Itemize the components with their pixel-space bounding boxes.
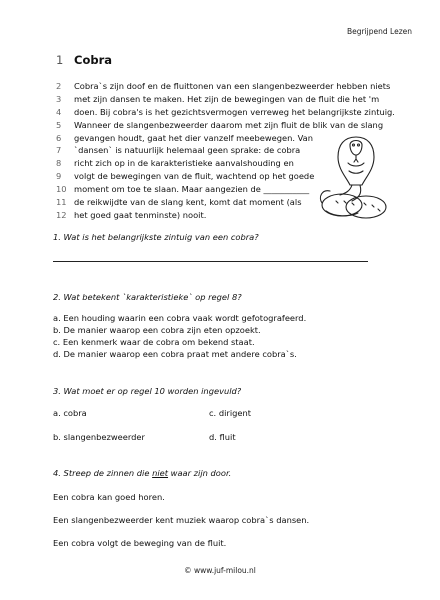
line-number: 7 xyxy=(56,145,62,156)
line-number: 8 xyxy=(56,158,62,169)
line-number: 6 xyxy=(56,132,62,143)
line-number: 5 xyxy=(56,119,62,130)
q4-statement-1[interactable]: Een cobra kan goed horen. xyxy=(53,492,165,502)
q3-option-c: c. dirigent xyxy=(209,408,252,418)
header-label: Begrijpend Lezen xyxy=(346,27,412,36)
line-text: doen. Bij cobra's is het gezichtsvermogen verreweg het belangrijkste zintuig. xyxy=(74,106,395,117)
line-number: 4 xyxy=(56,106,62,117)
line-number: 3 xyxy=(56,93,62,104)
line-number: 1 xyxy=(56,53,64,67)
title-text: Cobra xyxy=(74,53,113,67)
q2-option-d: d. De manier waarop een cobra praat met andere cobra`s. xyxy=(53,349,297,359)
cobra-snake-icon xyxy=(316,131,390,221)
footer-copyright: © www.juf-milou.nl xyxy=(184,566,256,575)
line-text: het goed gaat tenminste) nooit. xyxy=(74,209,207,220)
q3-option-d: d. fluit xyxy=(209,432,236,442)
q3-option-a: a. cobra xyxy=(53,408,87,418)
q2-option-b: b. De manier waarop een cobra zijn eten opzoekt. xyxy=(53,325,261,335)
line-text: Wanneer de slangenbezweerder daarom met zijn fluit de blik van de slang xyxy=(74,119,384,130)
question-2: 2. Wat betekent `karakteristieke` op regel 8? xyxy=(53,292,242,302)
text-line xyxy=(56,80,395,93)
answer-line[interactable] xyxy=(53,261,368,262)
line-text: `dansen` is natuurlijk helemaal geen sprake: de cobra xyxy=(74,145,301,156)
question-4 xyxy=(53,468,231,478)
q4-statement-2[interactable]: Een slangenbezweerder kent muziek waarop cobra`s dansen. xyxy=(53,515,310,525)
q2-option-a: a. Een houding waarin een cobra vaak wordt gefotografeerd. xyxy=(53,313,307,323)
line-number: 12 xyxy=(56,209,67,220)
q4-text-after: waar zijn door. xyxy=(168,468,232,478)
q3-option-b: b. slangenbezweerder xyxy=(53,432,145,442)
question-1: 1. Wat is het belangrijkste zintuig van een cobra? xyxy=(53,232,259,242)
line-number: 9 xyxy=(56,171,62,182)
text-line xyxy=(56,106,395,119)
line-text: met zijn dansen te maken. Het zijn de bewegingen van de fluit die het 'm xyxy=(74,93,380,104)
line-number: 2 xyxy=(56,81,62,91)
line-text: richt zich op in de karakteristieke aanvalshouding en xyxy=(74,158,294,169)
line-number: 10 xyxy=(56,184,67,195)
line-text: moment om toe te slaan. Maar aangezien de ___________ xyxy=(74,184,310,195)
q4-text-before: 4. Streep de zinnen die xyxy=(53,468,153,478)
q2-option-c: c. Een kenmerk waar de cobra om bekend staat. xyxy=(53,337,255,347)
page-title xyxy=(56,53,112,67)
text-line xyxy=(56,119,395,132)
q4-text-underlined: niet xyxy=(152,468,169,478)
line-text: volgt de bewegingen van de fluit, wachtend op het goede xyxy=(74,171,315,182)
question-3: 3. Wat moet er op regel 10 worden ingevuld? xyxy=(53,386,242,396)
line-number: 11 xyxy=(56,197,67,208)
q4-statement-3[interactable]: Een cobra volgt de beweging van de fluit. xyxy=(53,538,227,548)
line-text: de reikwijdte van de slang kent, komt dat moment (als xyxy=(74,197,302,208)
line-text: Cobra`s zijn doof en de fluittonen van een slangenbezweerder hebben niets xyxy=(74,81,391,91)
line-text: gevangen houdt, gaat het dier vanzelf meebewegen. Van xyxy=(74,132,313,143)
text-line xyxy=(56,93,395,106)
